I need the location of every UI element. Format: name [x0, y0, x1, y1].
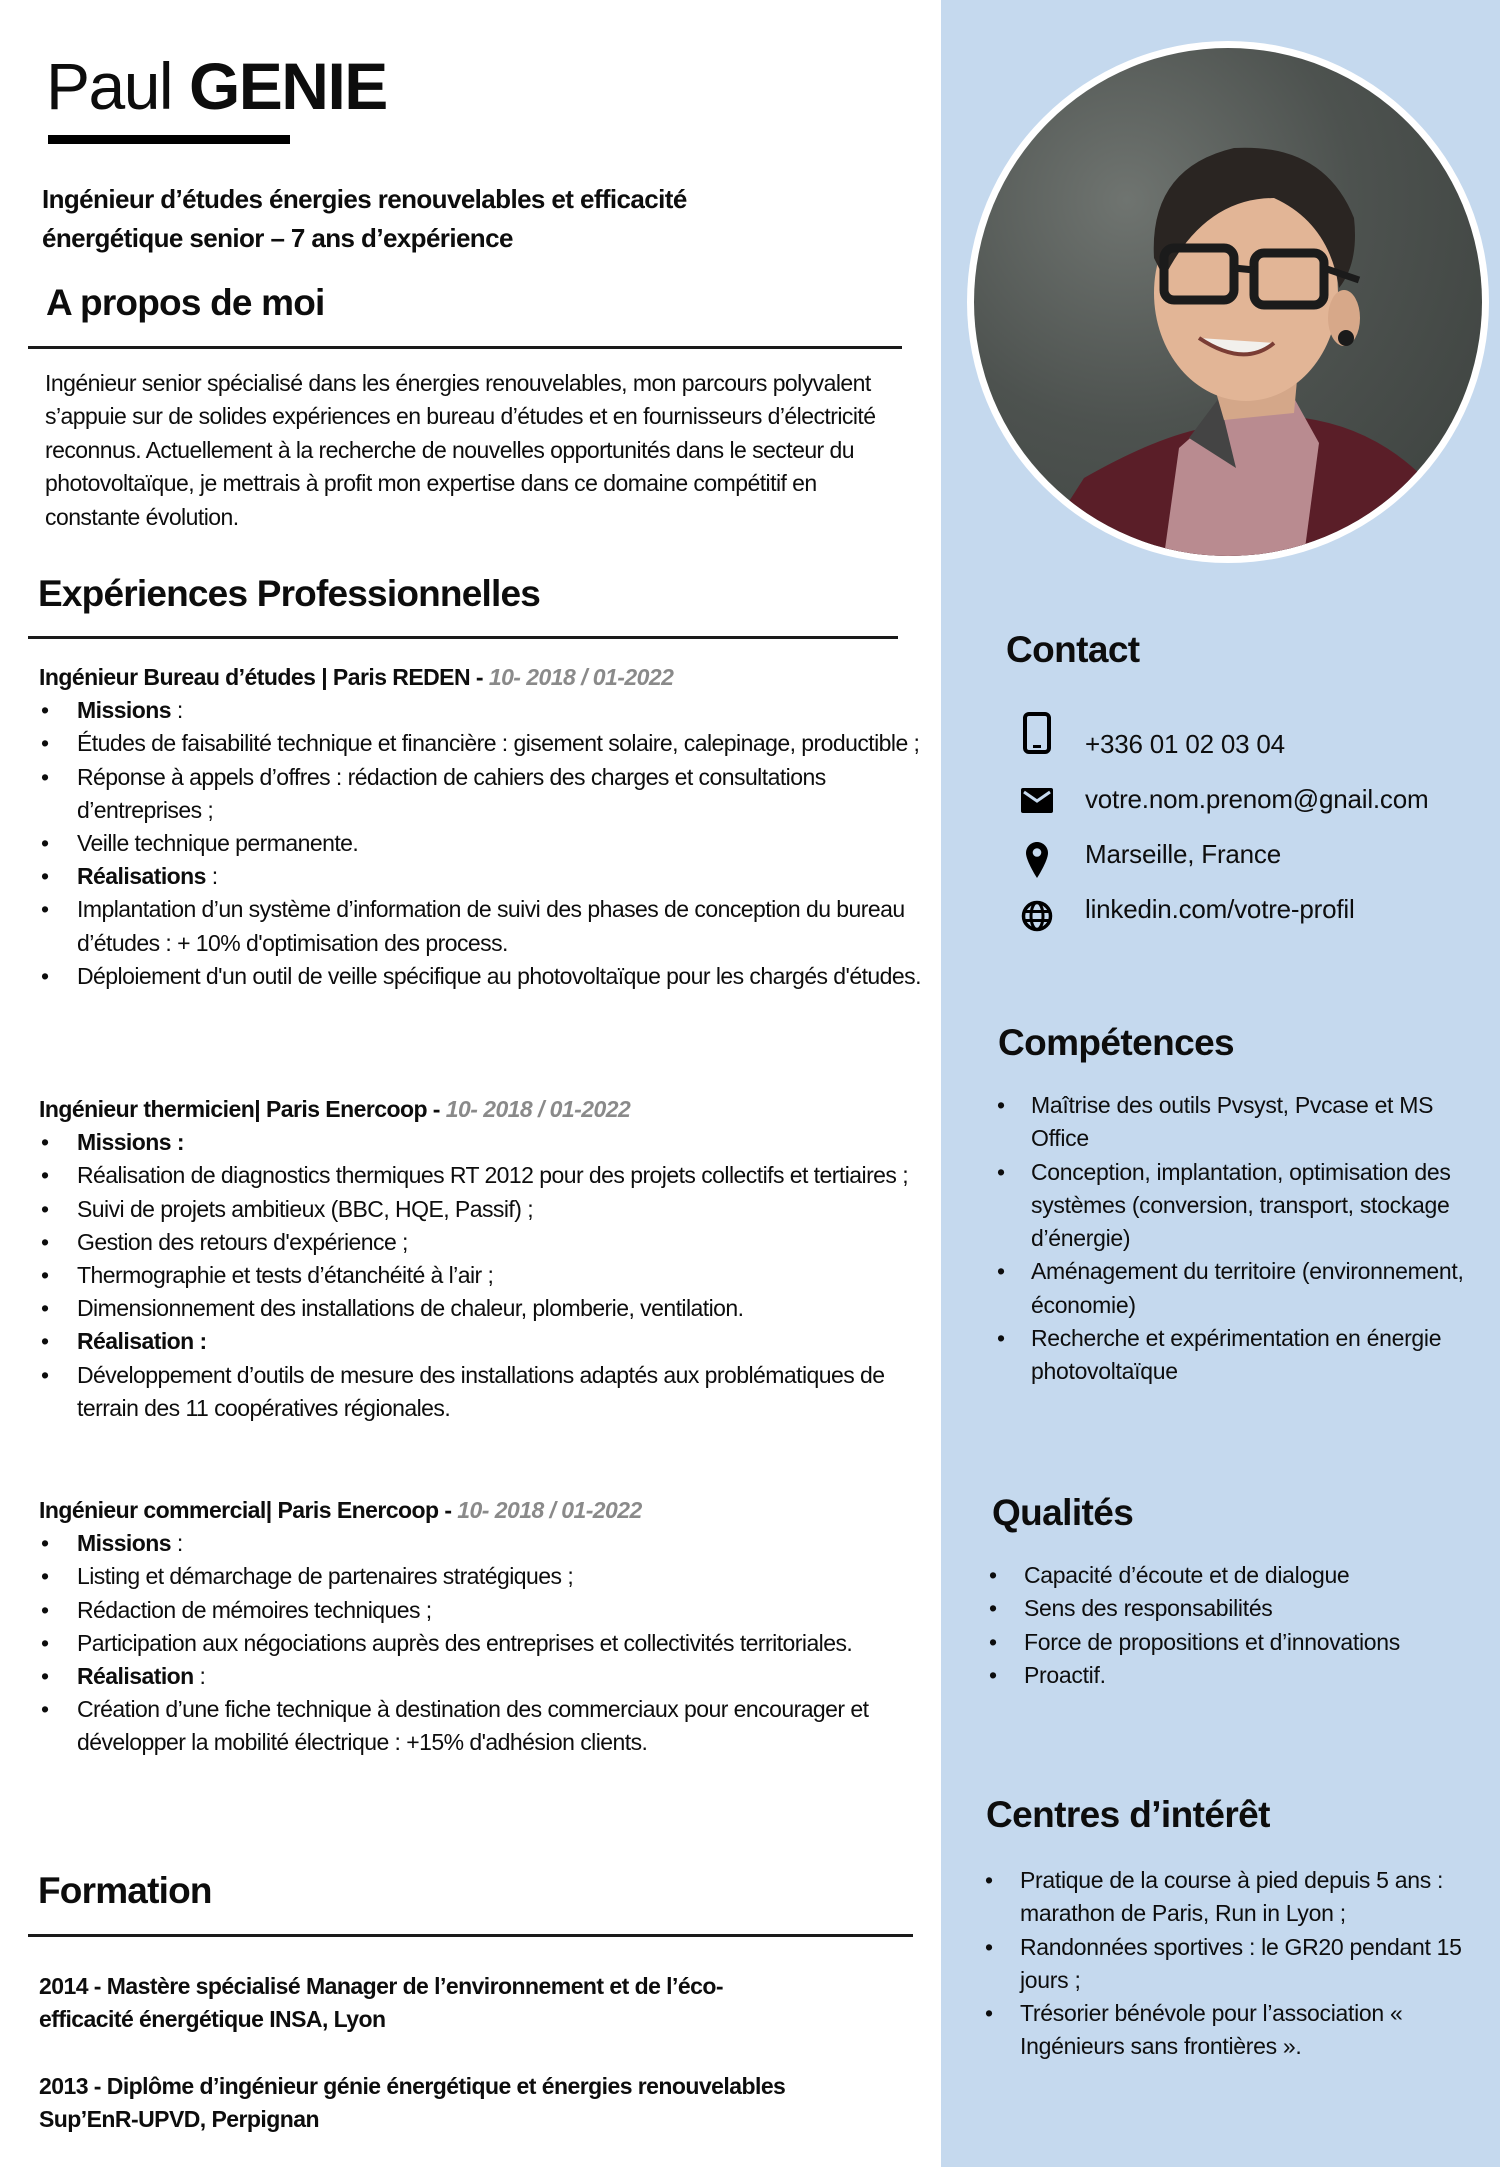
list-item: • Proactif.: [1024, 1659, 1494, 1692]
job-dates: 10- 2018 / 01-2022: [445, 1096, 631, 1122]
list-item: • Listing et démarchage de partenaires stratégiques ;: [39, 1560, 929, 1593]
qualities-list: [1024, 1559, 1494, 1692]
last-name: GENIE: [188, 49, 387, 123]
list-item: • Missions :: [39, 1126, 929, 1159]
list-item: • Randonnées sportives : le GR20 pendant 15 jours ;: [1020, 1931, 1480, 1998]
job-title: Ingénieur commercial| Paris Enercoop -: [39, 1497, 458, 1523]
interests-heading: Centres d’intérêt: [986, 1794, 1270, 1835]
job-bullets: [39, 1527, 929, 1759]
contact-email: votre.nom.prenom@gnail.com: [1085, 784, 1429, 814]
list-item: • Réalisation :: [39, 1325, 929, 1358]
job-title: [42, 180, 687, 258]
list-item: • Déploiement d'un outil de veille spécifique au photovoltaïque pour les chargés d'études.: [39, 960, 929, 993]
contact-heading: Contact: [1006, 629, 1140, 670]
list-item: • Réalisation de diagnostics thermiques RT 2012 pour des projets collectifs et tertiaires ;: [39, 1159, 929, 1192]
skills-heading: Compétences: [998, 1022, 1235, 1063]
phone-icon: [1014, 712, 1060, 754]
list-item: • Développement d’outils de mesure des installations adaptés aux problématiques de terrain des 11 coopératives régionales.: [39, 1359, 929, 1425]
job-bullets: [39, 694, 929, 993]
list-item: • Création d’une fiche technique à destination des commerciaux pour encourager et développer la mobilité électrique : +15% d'adhésion clients.: [39, 1693, 929, 1759]
list-item: • Implantation d’un système d’information de suivi des phases de conception du bureau d’études : + 10% d'optimisation des process.: [39, 893, 929, 959]
education-line: 2013 - Diplôme d’ingénieur génie énergétique et énergies renouvelables: [39, 2073, 786, 2099]
education-divider: [28, 1934, 913, 1937]
job-entry-reden: [39, 661, 929, 993]
job-header: [39, 1093, 929, 1126]
list-item: • Missions :: [39, 694, 929, 727]
list-item: • Participation aux négociations auprès des entreprises et collectivités territoriales.: [39, 1627, 929, 1660]
interests-list: [1020, 1864, 1480, 2064]
list-item: • Pratique de la course à pied depuis 5 ans : marathon de Paris, Run in Lyon ;: [1020, 1864, 1480, 1931]
list-item: • Maîtrise des outils Pvsyst, Pvcase et MS Office: [1031, 1089, 1471, 1156]
list-item: • Gestion des retours d'expérience ;: [39, 1226, 929, 1259]
globe-icon: [1014, 900, 1060, 932]
job-entry-enercoop-commercial: [39, 1494, 929, 1760]
job-header: [39, 1494, 929, 1527]
education-line: 2014 - Mastère spécialisé Manager de l’environnement et de l’éco-: [39, 1973, 723, 1999]
list-item: • Sens des responsabilités: [1024, 1592, 1494, 1625]
first-name: Paul: [46, 49, 173, 123]
education-entry-2014: [39, 1970, 919, 2036]
name-underline: [48, 135, 290, 144]
list-item: • Rédaction de mémoires techniques ;: [39, 1594, 929, 1627]
candidate-name: [46, 46, 387, 126]
list-item: • Aménagement du territoire (environnement, économie): [1031, 1255, 1471, 1322]
job-title: Ingénieur thermicien| Paris Enercoop -: [39, 1096, 446, 1122]
job-title-line-2: énergétique senior – 7 ans d’expérience: [42, 223, 513, 253]
job-dates: 10- 2018 / 01-2022: [457, 1497, 642, 1523]
list-item: • Réalisations :: [39, 860, 929, 893]
list-item: • Réalisation :: [39, 1660, 929, 1693]
mail-icon: [1014, 788, 1060, 813]
contact-linkedin: linkedin.com/votre-profil: [1085, 894, 1355, 924]
education-entry-2013: [39, 2070, 919, 2136]
contact-phone: +336 01 02 03 04: [1085, 729, 1285, 759]
skills-list: [1031, 1089, 1471, 1389]
contact-location: Marseille, France: [1085, 839, 1281, 869]
job-entry-enercoop-thermicien: [39, 1093, 929, 1425]
job-dates: 10- 2018 / 01-2022: [488, 664, 674, 690]
education-heading: Formation: [38, 1870, 212, 1911]
list-item: • Études de faisabilité technique et financière : gisement solaire, calepinage, productible ;: [39, 727, 929, 760]
list-item: • Dimensionnement des installations de chaleur, plomberie, ventilation.: [39, 1292, 929, 1325]
list-item: • Conception, implantation, optimisation des systèmes (conversion, transport, stockage d’énergie): [1031, 1156, 1471, 1256]
list-item: • Recherche et expérimentation en énergie photovoltaïque: [1031, 1322, 1471, 1389]
list-item: • Réponse à appels d’offres : rédaction de cahiers des charges et consultations d’entreprises ;: [39, 761, 929, 827]
about-text: Ingénieur senior spécialisé dans les énergies renouvelables, mon parcours polyvalent s’appuie sur de solides expériences en bureau d’études et en fournisseurs d’électricité reconnus. Actuellement à la recherche de nouvelles opportunités dans le secteur du photovoltaïque, je mettrais à profit mon expertise dans ce domaine compétitif en constante évolution.: [45, 370, 876, 530]
list-item: • Capacité d’écoute et de dialogue: [1024, 1559, 1494, 1592]
about-heading: A propos de moi: [46, 282, 325, 323]
qualities-heading: Qualités: [992, 1492, 1134, 1533]
location-pin-icon: [1014, 842, 1060, 878]
education-line: Sup’EnR-UPVD, Perpignan: [39, 2106, 319, 2133]
list-item: • Suivi de projets ambitieux (BBC, HQE, Passif) ;: [39, 1193, 929, 1226]
list-item: • Thermographie et tests d’étanchéité à l’air ;: [39, 1259, 929, 1292]
job-title: Ingénieur Bureau d’études | Paris REDEN -: [39, 664, 489, 690]
education-line: efficacité énergétique INSA, Lyon: [39, 2006, 386, 2033]
job-header: [39, 661, 929, 694]
list-item: • Veille technique permanente.: [39, 827, 929, 860]
list-item: • Missions :: [39, 1527, 929, 1560]
list-item: • Trésorier bénévole pour l’association « Ingénieurs sans frontières ».: [1020, 1997, 1480, 2064]
experience-heading: Expériences Professionnelles: [38, 573, 541, 614]
about-divider: [28, 346, 902, 349]
job-bullets: [39, 1126, 929, 1425]
profile-photo-image: [974, 48, 1482, 556]
experience-divider: [28, 636, 898, 639]
job-title-line-1: Ingénieur d’études énergies renouvelables et efficacité: [42, 184, 687, 214]
list-item: • Force de propositions et d’innovations: [1024, 1626, 1494, 1659]
profile-photo: [967, 41, 1489, 563]
